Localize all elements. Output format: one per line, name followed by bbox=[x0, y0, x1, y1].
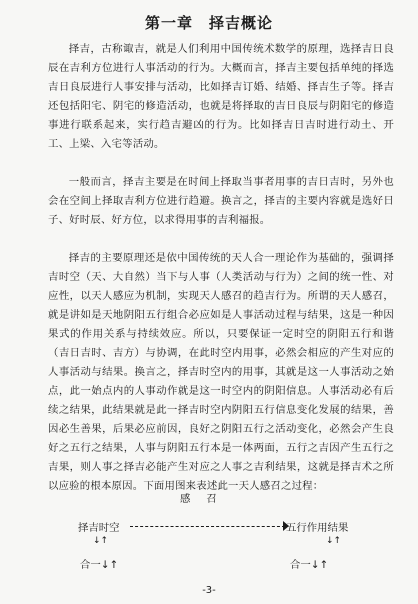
paragraph-3: 择吉的主要原理还是依中国传统的天人合一理论作为基础的，强调择吉时空（天、大自然）当下与人事（人类活动与行为）之间的统一性、对应性，以天人感应为机制，实现天人感召的趋吉行为。所谓的天人感召，就是讲如是天地阴阳五行组合必应如是人事活动过程与结果，这是一种因果式的作用关系与持续效应。所以，只要保证一定时空的阴阳五行和谐（吉日吉时、吉方）与协调，在此时空内用事，必然会相应的产生对应的人事活动与结果。换言之，择吉时空内的用事，其就是这一人事活动之始点，此一始点内的人事动作就是这一时空内的阴阳信息。人事活动必有后续之结果，此结果就是此一择吉时空内阴阳五行信息变化发展的结果，善因必生善果，后果必应前因，良好之阴阳五行之活动变化，必然会产生良好之五行之结果，人事与阴阳五行本是一体两面，五行之吉因产生五行之吉果，则人事之择吉必能产生对应之人事之吉利结果，这就是择吉术之所以应验的根本原因。下面用图来表述此一天人感召之过程： bbox=[48, 252, 394, 492]
paragraph-1: 择吉，古称诹吉，就是人们利用中国传统术数学的原理，选择吉日良辰在吉利方位进行人事活动的行为。大概而言，择吉主要包括单纯的择选吉日良辰进行人事安排与活动，比如择吉订婚、结婚、择吉生子等。择吉还包括阳宅、阴宅的修造活动，也就是将择取的吉日良辰与阴阳宅的修造事进行联系起来，实行趋吉避凶的行为。比如择吉日吉时进行动土、开工、上梁、入宅等活动。 bbox=[48, 43, 394, 150]
diagram-left-label: 择吉时空 bbox=[78, 522, 120, 534]
diagram-right-label: 五行作用结果 bbox=[286, 522, 349, 534]
diagram-left-arrows: ↓↑ bbox=[93, 536, 109, 546]
page-number: -3- bbox=[202, 585, 216, 596]
paragraph-2: 一般而言，择吉主要是在时间上择取当事者用事的吉日吉时，另外也会在空间上择取吉利方位进行趋避。换言之，择吉的主要内容就是选好日子、好时辰、好方位，以求得用事的吉利福报。 bbox=[48, 176, 394, 226]
chapter-title: 第一章 择吉概论 bbox=[144, 14, 273, 32]
body-text bbox=[48, 40, 394, 496]
diagram-right-arrows: ↓↑ bbox=[326, 536, 342, 546]
diagram-bottom-right: 合一↓↑ bbox=[290, 559, 329, 571]
diagram-bottom-left: 合一↓↑ bbox=[80, 559, 119, 571]
diagram-dashed-arrow-line bbox=[130, 526, 285, 527]
diagram-caption: 感召 bbox=[180, 493, 233, 505]
heaven-human-diagram bbox=[0, 490, 418, 590]
